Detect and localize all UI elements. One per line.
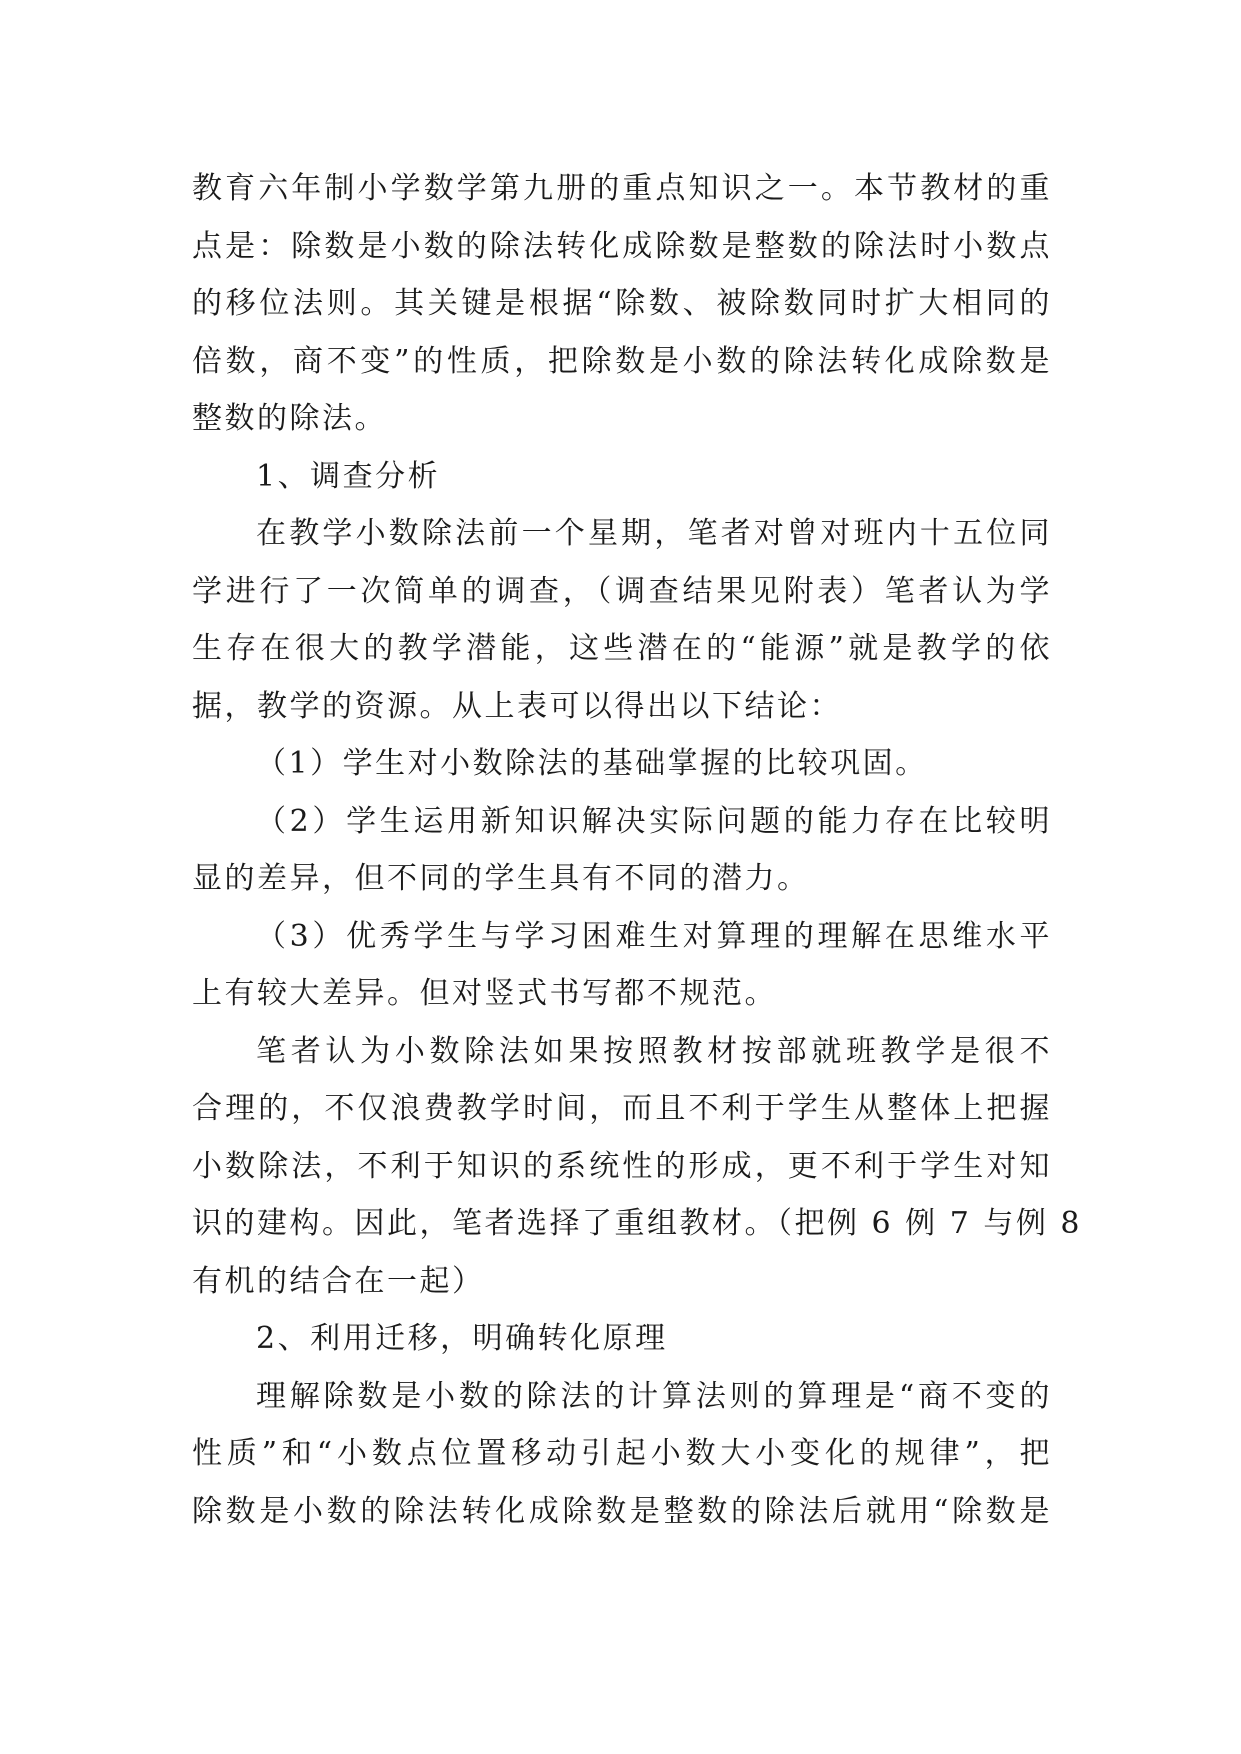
text-line: 据，教学的资源。从上表可以得出以下结论：	[192, 688, 842, 724]
text-line: 学进行了一次简单的调查，（调查结果见附表）笔者认为学	[192, 573, 1052, 609]
paragraph-intro	[192, 160, 1052, 448]
paragraph-reorganize	[192, 1023, 1082, 1311]
heading-text: 1、调查分析	[256, 458, 441, 494]
text-line: 在教学小数除法前一个星期，笔者对曾对班内十五位同	[256, 516, 1052, 551]
text-line: 有机的结合在一起）	[192, 1263, 485, 1299]
document-body	[192, 160, 1082, 1540]
heading-text: 2、利用迁移，明确转化原理	[256, 1321, 668, 1356]
text-line: （1）学生对小数除法的基础掌握的比较巩固。	[256, 746, 928, 781]
text-line: 性质”和“小数点位置移动引起小数大小变化的规律”，把	[192, 1436, 1052, 1471]
text-line: 识的建构。因此，笔者选择了重组教材。（把例 6 例 7 与例 8	[192, 1206, 1082, 1241]
text-line: 教育六年制小学数学第九册的重点知识之一。本节教材的重	[192, 171, 1052, 206]
section-heading-survey	[192, 448, 1052, 506]
text-line: 合理的，不仅浪费教学时间，而且不利于学生从整体上把握	[192, 1091, 1052, 1126]
text-line: 显的差异，但不同的学生具有不同的潜力。	[192, 861, 810, 896]
text-line: 整数的除法。	[192, 401, 387, 436]
paragraph-survey	[192, 505, 1052, 735]
text-line: 的移位法则。其关键是根据“除数、被除数同时扩大相同的	[192, 286, 1052, 321]
conclusion-item-3	[192, 908, 1052, 1023]
paragraph-principle	[192, 1368, 1052, 1541]
text-line: 理解除数是小数的除法的计算法则的算理是“商不变的	[256, 1378, 1052, 1414]
text-line: 倍数，商不变”的性质，把除数是小数的除法转化成除数是	[192, 343, 1052, 379]
text-line: 上有较大差异。但对竖式书写都不规范。	[192, 976, 777, 1011]
text-line: 生存在很大的教学潜能，这些潜在的“能源”就是教学的依	[192, 631, 1052, 666]
section-heading-transfer	[192, 1310, 1052, 1368]
text-line: 除数是小数的除法转化成除数是整数的除法后就用“除数是	[192, 1493, 1052, 1529]
conclusion-item-1	[192, 735, 1052, 793]
text-line: 点是：除数是小数的除法转化成除数是整数的除法时小数点	[192, 228, 1052, 264]
text-line: 笔者认为小数除法如果按照教材按部就班教学是很不	[256, 1033, 1052, 1069]
text-line: （2）学生运用新知识解决实际问题的能力存在比较明	[256, 803, 1052, 839]
text-line: （3）优秀学生与学习困难生对算理的理解在思维水平	[256, 918, 1052, 954]
conclusion-item-2	[192, 793, 1052, 908]
text-line: 小数除法，不利于知识的系统性的形成，更不利于学生对知	[192, 1148, 1052, 1184]
